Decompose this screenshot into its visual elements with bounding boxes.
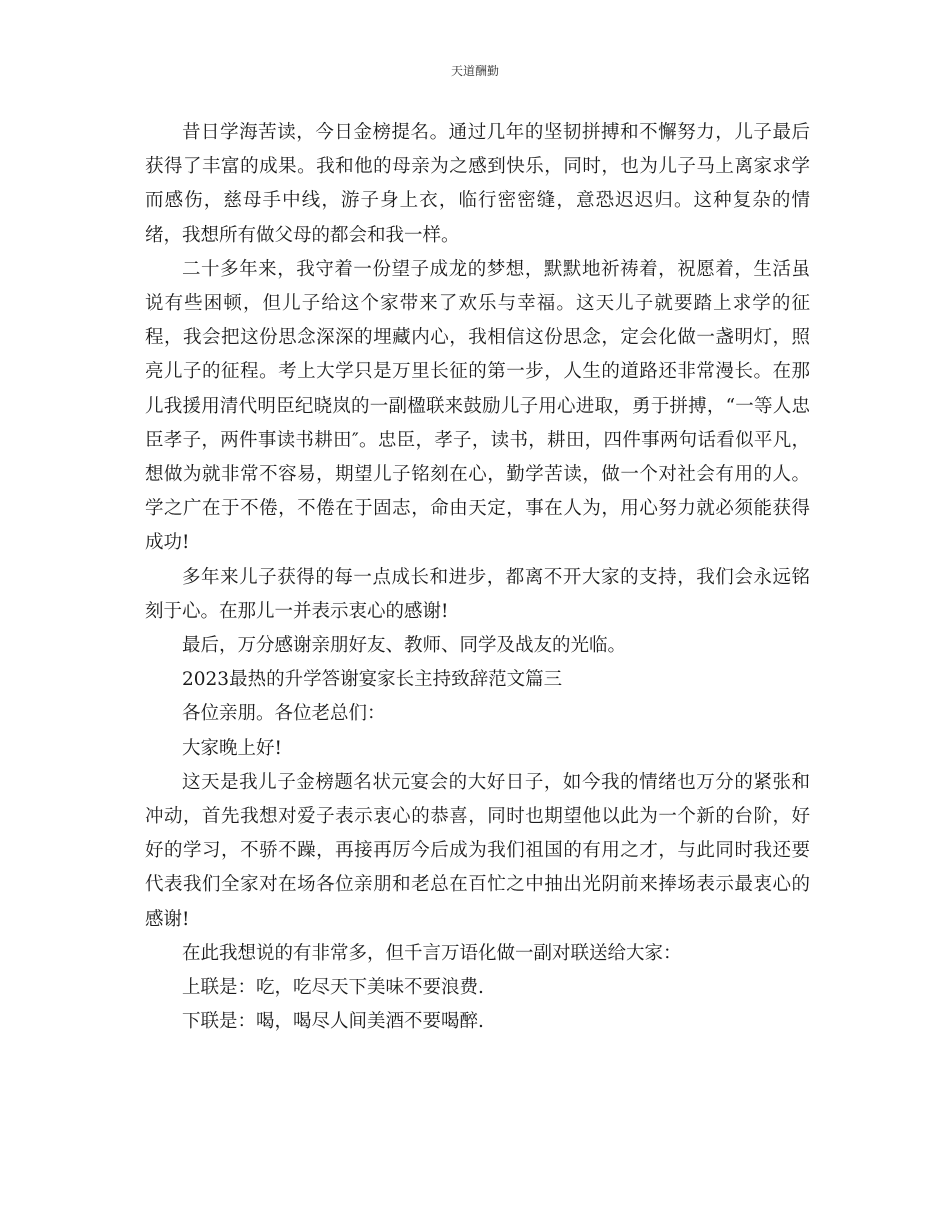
salutation: 各位亲朋。各位老总们： — [182, 703, 386, 725]
couplet-upper: 上联是：吃，吃尽天下美味不要浪费. — [182, 977, 484, 999]
paragraph: 二十多年来，我守着一份望子成龙的梦想，默默地祈祷着，祝愿着，生活虽说有些困顿，但儿子给这个家带来了欢乐与幸福。这天儿子就要踏上求学的征程，我会把这份思念深深的埋藏内心，我相信这份思念，定会化做一盏明灯，照亮儿子的征程。考上大学只是万里长征的第一步，人生的道路还非常漫长。在那儿我援用清代明臣纪晓岚的一副楹联来鼓励儿子用心进取，勇于拼搏，“一等人忠臣孝子，两件事读书耕田″。忠臣，孝子，读书，耕田，四件事两句话看似平凡，想做为就非常不容易，期望儿子铭刻在心，勤学苦读，做一个对社会有用的人。学之广在于不倦，不倦在于固志，命由天定，事在人为，用心努力就必须能获得成功! — [145, 258, 810, 554]
paragraph: 在此我想说的有非常多，但千言万语化做一副对联送给大家： — [182, 942, 682, 964]
paragraph: 这天是我儿子金榜题名状元宴会的大好日子，如今我的情绪也万分的紧张和冲动，首先我想对爱子表示衷心的恭喜，同时也期望他以此为一个新的台阶，好好的学习，不骄不躁，再接再厉今后成为我们祖国的有用之才，与此同时我还要代表我们全家对在场各位亲朋和老总在百忙之中抽出光阴前来捧场表示最衷心的感谢! — [145, 771, 810, 930]
paragraph: 多年来儿子获得的每一点成长和进步，都离不开大家的支持，我们会永远铭刻于心。在那儿一并表示衷心的感谢! — [145, 566, 810, 622]
greeting: 大家晚上好! — [182, 737, 282, 759]
paragraph: 最后，万分感谢亲朋好友、教师、同学及战友的光临。 — [182, 635, 627, 657]
couplet-lower: 下联是：喝，喝尽人间美酒不要喝醉. — [182, 1011, 484, 1033]
section-heading: 2023最热的升学答谢宴家长主持致辞范文篇三 — [182, 669, 563, 691]
paragraph: 昔日学海苦读，今日金榜提名。通过几年的坚韧拼搏和不懈努力，儿子最后获得了丰富的成果。我和他的母亲为之感到快乐，同时，也为儿子马上离家求学而感伤，慈母手中线，游子身上衣，临行密密缝，意恐迟迟归。这种复杂的情绪，我想所有做父母的都会和我一样。 — [145, 122, 810, 246]
page-header: 天道酬勤 — [450, 64, 499, 78]
document-body — [145, 116, 810, 1039]
